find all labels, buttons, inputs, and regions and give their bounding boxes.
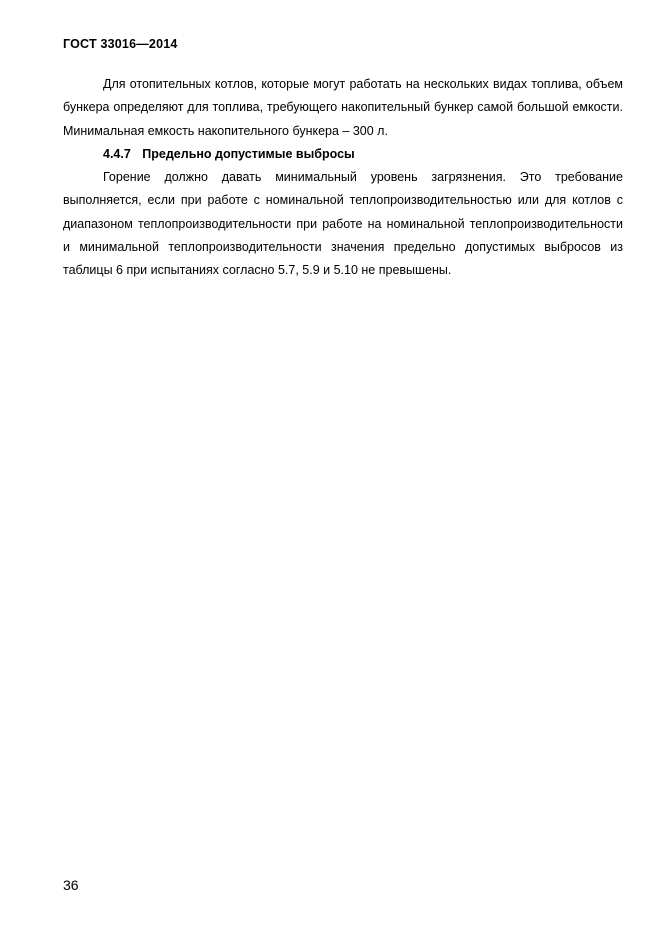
section-title: Предельно допустимые выбросы — [142, 146, 355, 161]
section-heading — [63, 143, 623, 166]
page-number: 36 — [63, 877, 79, 893]
document-header: ГОСТ 33016—2014 — [63, 37, 178, 51]
document-body — [63, 73, 623, 283]
paragraph-bunker-volume: Для отопительных котлов, которые могут работать на нескольких видах топлива, объем бункера определяют для топлива, требующего накопительный бункер самой большой емкости. Минимальная емкость накопительного бункера – 300 л. — [63, 77, 623, 138]
paragraph-emissions: Горение должно давать минимальный уровень загрязнения. Это требование выполняется, если при работе с номинальной теплопроизводительностью или для котлов с диапазоном теплопроизводительности при работе на номинальной теплопроизводительности и минимальной теплопроизводительности значения предельно допустимых выбросов из таблицы 6 при испытаниях согласно 5.7, 5.9 и 5.10 не превышены. — [63, 170, 623, 278]
section-number: 4.4.7 — [103, 146, 131, 161]
